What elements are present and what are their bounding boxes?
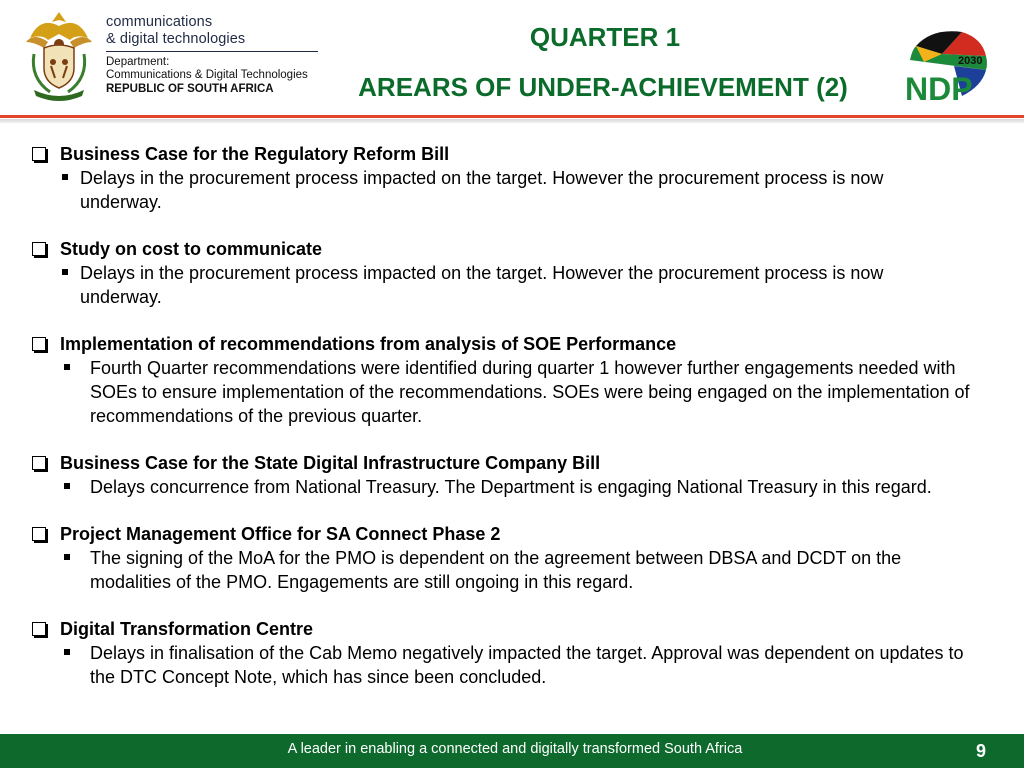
item-heading: Business Case for the Regulatory Reform Bill	[60, 144, 450, 164]
item-detail: Delays in the procurement process impacted on the target. However the procurement process is now underway.	[80, 168, 884, 212]
square-bullet-icon	[64, 649, 70, 655]
slide-title: QUARTER 1	[529, 22, 681, 52]
item-digital-transformation-centre	[30, 617, 970, 689]
item-detail: Delays in finalisation of the Cab Memo negatively impacted the target. Approval was dependent on updates to the DTC Concept Note, which has since been concluded.	[90, 643, 964, 687]
ndp-2030-logo-icon	[902, 26, 992, 108]
page-number: 9	[975, 741, 986, 761]
square-bullet-icon	[64, 364, 70, 370]
checkbox-bullet-icon	[32, 337, 46, 351]
slide-header	[0, 0, 1024, 122]
footer-tagline: A leader in enabling a connected and digitally transformed South Africa	[287, 741, 743, 757]
brand-line-1: communications	[106, 14, 213, 30]
square-bullet-icon	[62, 174, 68, 180]
item-soe-performance	[30, 332, 970, 428]
item-sa-connect-pmo	[30, 522, 970, 594]
header-rule-shadow	[0, 119, 1024, 123]
checkbox-bullet-icon	[32, 242, 46, 256]
item-detail: Fourth Quarter recommendations were identified during quarter 1 however further engagements needed with SOEs to ensure implementation of the recommendations. SOEs were being engaged on the implementation of recommendations of the previous quarter.	[90, 358, 970, 426]
slide-footer	[0, 734, 1024, 768]
checkbox-bullet-icon	[32, 527, 46, 541]
country-name: REPUBLIC OF SOUTH AFRICA	[106, 83, 274, 95]
header-rule-red	[0, 115, 1024, 118]
item-heading: Implementation of recommendations from analysis of SOE Performance	[60, 334, 677, 354]
brand-divider	[106, 51, 318, 52]
item-cost-to-communicate	[30, 237, 970, 309]
item-detail: Delays concurrence from National Treasury. The Department is engaging National Treasury in this regard.	[90, 477, 932, 497]
checkbox-bullet-icon	[32, 147, 46, 161]
square-bullet-icon	[62, 269, 68, 275]
coat-of-arms-icon	[20, 8, 98, 104]
department-label: Department:	[106, 56, 170, 68]
ndp-logo-text: NDP	[905, 71, 973, 107]
checkbox-bullet-icon	[32, 456, 46, 470]
square-bullet-icon	[64, 554, 70, 560]
item-heading: Business Case for the State Digital Infrastructure Company Bill	[60, 453, 601, 473]
item-detail: The signing of the MoA for the PMO is dependent on the agreement between DBSA and DCDT on the modalities of the PMO. Engagements are still ongoing in this regard.	[90, 548, 902, 592]
item-state-digital-infrastructure-bill	[30, 451, 970, 499]
ndp-logo-year: 2030	[958, 55, 983, 67]
brand-line-2: & digital technologies	[106, 31, 246, 47]
item-heading: Digital Transformation Centre	[60, 619, 314, 639]
department-branding	[106, 14, 320, 96]
square-bullet-icon	[64, 483, 70, 489]
slide-subtitle: AREARS OF UNDER-ACHIEVEMENT (2)	[358, 72, 848, 102]
department-name: Communications & Digital Technologies	[106, 69, 308, 81]
item-heading: Project Management Office for SA Connect Phase 2	[60, 524, 501, 544]
item-detail: Delays in the procurement process impacted on the target. However the procurement process is now underway.	[80, 263, 884, 307]
item-heading: Study on cost to communicate	[60, 239, 323, 259]
slide-content	[30, 142, 970, 712]
item-regulatory-reform-bill	[30, 142, 970, 214]
checkbox-bullet-icon	[32, 622, 46, 636]
